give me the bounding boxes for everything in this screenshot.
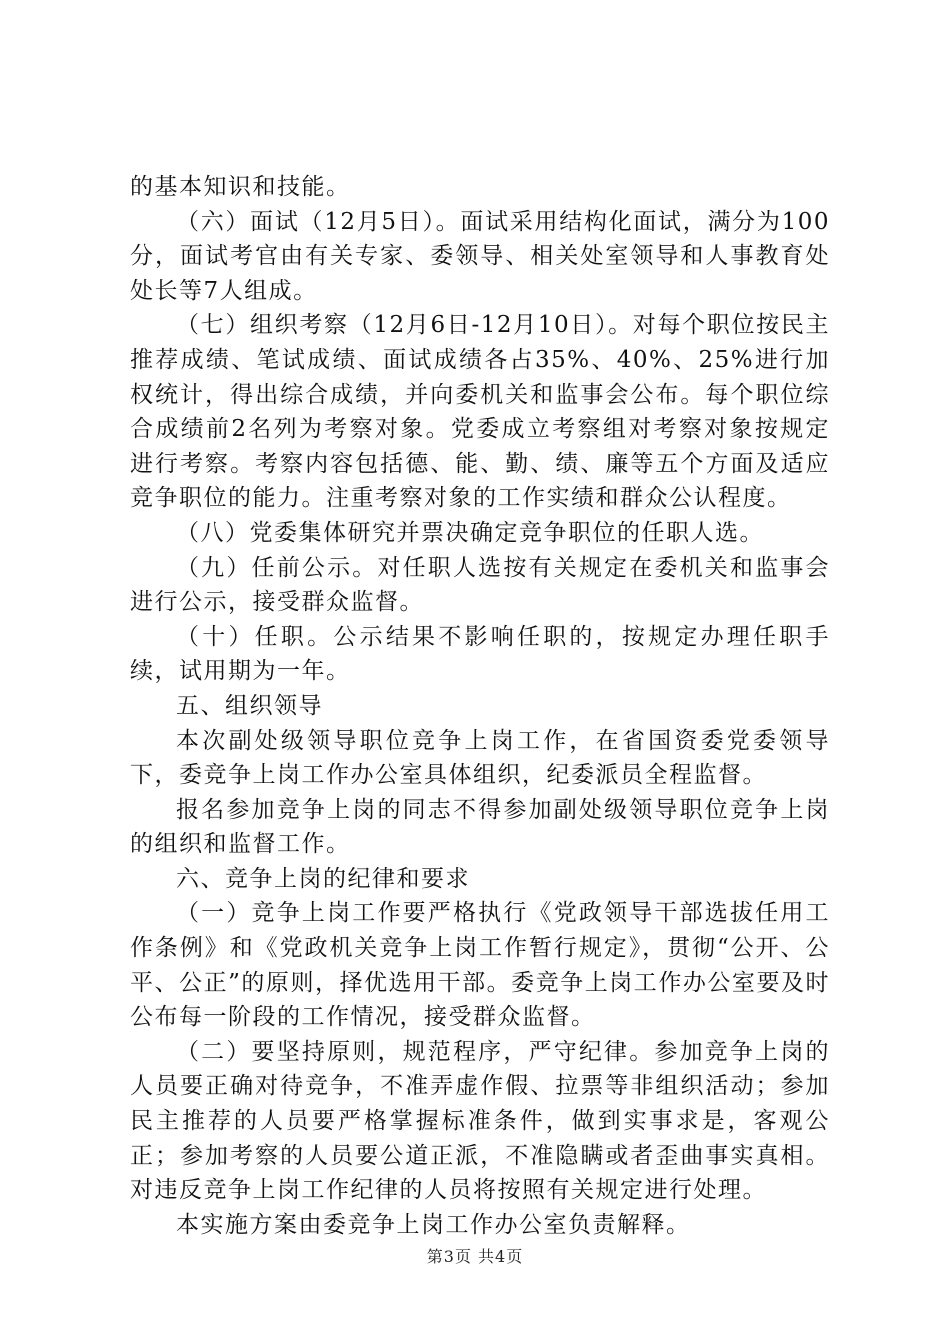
paragraph-appointment: （十）任职。公示结果不影响任职的，按规定办理任职手续，试用期为一年。 bbox=[130, 623, 830, 685]
paragraph-continuation: 的基本知识和技能。 bbox=[130, 174, 351, 200]
paragraph-interview: （六）面试（12月5日）。面试采用结构化面试，满分为100分，面试考官由有关专家、委领导、相关处室领导和人事教育处处长等7人组成。 bbox=[130, 208, 830, 304]
paragraph-inspection: （七）组织考察（12月6日-12月10日）。对每个职位按民主推荐成绩、笔试成绩、面试成绩各占35%、40%、25%进行加权统计，得出综合成绩，并向委机关和监事会公布。每个职位综合成绩前2名列为考察对象。党委成立考察组对考察对象按规定进行考察。考察内容包括德、能、勤、绩、廉等五个方面及适应竞争职位的能力。注重考察对象的工作实绩和群众公认程度。 bbox=[130, 312, 830, 512]
paragraph-interpretation: 本实施方案由委竞争上岗工作办公室负责解释。 bbox=[176, 1211, 691, 1238]
paragraph-organization: 本次副处级领导职位竞争上岗工作，在省国资委党委领导下，委竞争上岗工作办公室具体组织，纪委派员全程监督。 bbox=[130, 727, 830, 789]
section-heading-organization: 五、组织领导 bbox=[176, 692, 323, 719]
document-body bbox=[130, 170, 830, 1242]
paragraph-party-decision: （八）党委集体研究并票决确定竞争职位的任职人选。 bbox=[176, 519, 764, 546]
paragraph-participants: 报名参加竞争上岗的同志不得参加副处级领导职位竞争上岗的组织和监督工作。 bbox=[130, 796, 830, 858]
paragraph-discipline-1: （一）竞争上岗工作要严格执行《党政领导干部选拔任用工作条例》和《党政机关竞争上岗工作暂行规定》，贯彻“公开、公平、公正”的原则，择优选用干部。委竞争上岗工作办公室要及时公布每一阶段的工作情况，接受群众监督。 bbox=[130, 900, 830, 1031]
paragraph-publicity: （九）任前公示。对任职人选按有关规定在委机关和监事会进行公示，接受群众监督。 bbox=[130, 554, 830, 616]
page-footer: 第3页 共4页 bbox=[426, 1247, 524, 1266]
section-heading-discipline: 六、竞争上岗的纪律和要求 bbox=[176, 865, 470, 892]
paragraph-discipline-2: （二）要坚持原则，规范程序，严守纪律。参加竞争上岗的人员要正确对待竞争，不准弄虚作假、拉票等非组织活动；参加民主推荐的人员要严格掌握标准条件，做到实事求是，客观公正；参加考察的人员要公道正派，不准隐瞒或者歪曲事实真相。对违反竞争上岗工作纪律的人员将按照有关规定进行处理。 bbox=[130, 1038, 830, 1204]
